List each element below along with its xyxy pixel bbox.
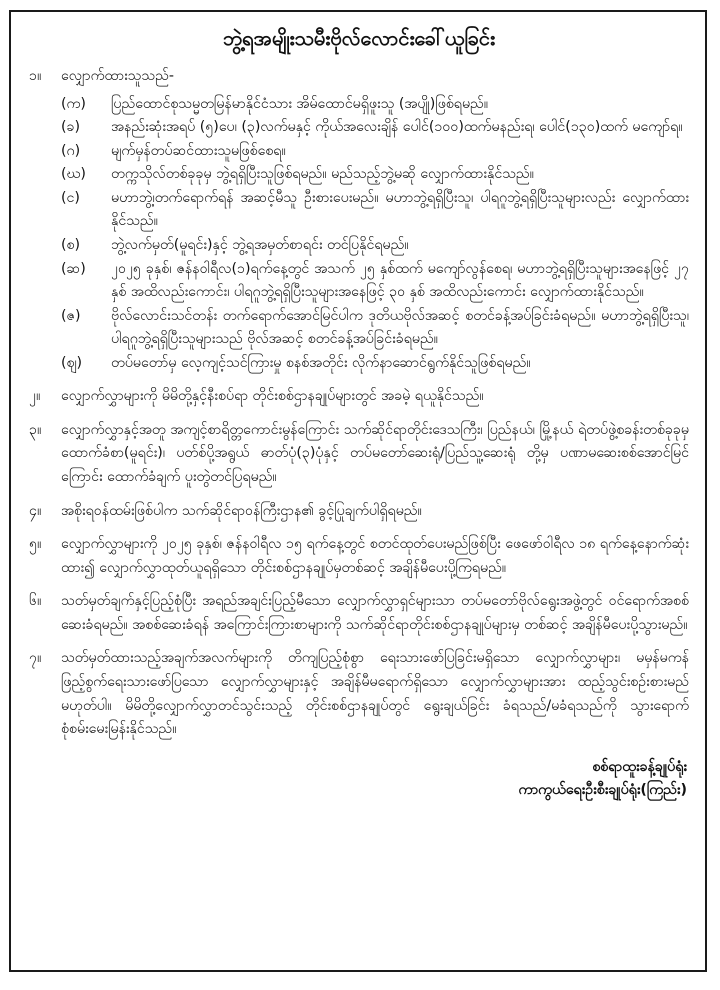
requirement-text: ဗိုလ်လောင်းသင်တန်း တက်ရောက်အောင်မြင်ပါက ဒုတိယဗိုလ်အဆင့် စတင်ခန့်အပ်ခြင်းခံရမည်။ မဟာဘွဲ့ရရှိပြီးသူ၊ ပါရဂူဘွဲ့ရရှိပြီးသူများသည် ဗိုလ်အဆင့် စတင်ခန့်အပ်ခြင်းခံရမည်။	[111, 307, 689, 348]
section-number: ၆။	[29, 593, 42, 610]
section-number: ၇။	[29, 650, 42, 667]
requirement-label: (ဃ)	[61, 166, 86, 183]
section-6	[29, 590, 689, 637]
section-number: ၂။	[29, 388, 41, 405]
requirement-label: (င)	[61, 189, 80, 206]
requirement-label: (စ)	[61, 236, 81, 253]
requirement-label: (က)	[61, 95, 86, 112]
requirement-text: အနည်းဆုံးအရပ် (၅)ပေ၊ (၃)လက်မနှင့် ကိုယ်အလေးချိန် ပေါင်(၁၀၀)ထက်မနည်းရ၊ ပေါင်(၁၃၀)ထက် မကျော်ရ။	[111, 119, 683, 136]
notice-title: ဘွဲ့ရအမျိုးသမီးဗိုလ်လောင်းခေါ်ယူခြင်း	[222, 26, 496, 50]
section-number: ၅။	[29, 536, 42, 553]
section-number: ၁။	[29, 68, 42, 84]
section-5	[29, 533, 689, 580]
requirement-ga	[29, 140, 689, 164]
requirement-label: (ဂ)	[61, 142, 81, 159]
section-text: သတ်မှတ်ချက်နှင့်ပြည့်စုံပြီး အရည်အချင်းပြည့်မီသော လျှောက်လွှာရှင်များသာ တပ်မတော်ဗိုလ်ရွေးအဖွဲ့တွင် ဝင်ရောက်အစစ်ဆေးခံရမည်။ အစစ်ဆေးခံရန် အကြောင်းကြားစာများကို သက်ဆိုင်ရာတိုင်းစစ်ဌာနချုပ်များမှ တစ်ဆင့် အချိန်မီပေးပို့သွားမည်။	[61, 593, 689, 633]
requirement-text: မဟာဘွဲ့၊တက်ရောက်ရန် အဆင့်မီသူ ဦးစားပေးမည်။ မဟာဘွဲ့ရရှိပြီးသူ၊ ပါရဂူဘွဲ့ရရှိပြီးသူများလည်း လျှောက်ထားနိုင်သည်။	[111, 189, 689, 230]
requirement-zha	[29, 352, 689, 376]
section-3	[29, 419, 689, 490]
section-text: အစိုးရဝန်ထမ်းဖြစ်ပါက သက်ဆိုင်ရာဝန်ကြီးဌာန၏ ခွင့်ပြုချက်ပါရှိရမည်။	[61, 502, 422, 519]
requirement-label: (ဈ)	[61, 354, 83, 371]
requirement-text: မျက်မှန်တပ်ဆင်ထားသူမဖြစ်စေရ။	[111, 142, 286, 159]
section-1	[29, 65, 689, 89]
requirement-ka	[29, 93, 689, 117]
requirement-hsa	[29, 258, 689, 305]
section-4	[29, 500, 689, 524]
section-2	[29, 385, 689, 409]
requirement-text: တက္ကသိုလ်တစ်ခုခုမှ ဘွဲ့ရရှိပြီးသူဖြစ်ရမည်။ မည်သည့်ဘွဲ့မဆို လျှောက်ထားနိုင်သည်။	[111, 166, 534, 183]
requirement-nga	[29, 187, 689, 234]
section-text: လျှောက်လွှာများကို ၂၀၂၅ ခုနှစ်၊ ဇန်နဝါရီလ ၁၅ ရက်နေ့တွင် စတင်ထုတ်ပေးမည်ဖြစ်ပြီး ဖေဖော်ဝါရီလ ၁၈ ရက်နေ့နောက်ဆုံးထား၍ လျှောက်လွှာထုတ်ယူရရှိသော တိုင်းစစ်ဌာနချုပ်မှတစ်ဆင့် အချိန်မီပေးပို့ကြရမည်။	[61, 536, 689, 576]
section-text: လျှောက်လွှာများကို မိမိတို့နှင့်နီးစပ်ရာ တိုင်းစစ်ဌာနချုပ်များတွင် အခမဲ့ ရယူနိုင်သည်။	[61, 388, 484, 405]
requirement-sa	[29, 234, 689, 258]
section-number: ၃။	[29, 421, 42, 438]
requirement-gha	[29, 163, 689, 187]
requirement-za	[29, 305, 689, 352]
section-text: လျှောက်ထားသူသည်-	[61, 68, 174, 84]
requirement-text: ဘွဲ့လက်မှတ်(မူရင်း)နှင့် ဘွဲ့ရအမှတ်စာရင်း တင်ပြနိုင်ရမည်။	[111, 236, 409, 253]
signature-department: ကာကွယ်ရေးဦးစီးချုပ်ရုံး(ကြည်း)	[518, 782, 687, 799]
signature-block	[29, 756, 689, 803]
requirement-kha	[29, 116, 689, 140]
section-7	[29, 647, 689, 741]
section-text: လျှောက်လွှာနှင့်အတူ အကျင့်စာရိတ္တကောင်းမွန်ကြောင်း သက်ဆိုင်ရာတိုင်းဒေသကြီး၊ ပြည်နယ်၊ မြို့နယ် ရဲတပ်ဖွဲ့စခန်းတစ်ခုခုမှ ထောက်ခံစာ(မူရင်း)၊ ပတ်စ်ပို့အရွယ် ဓာတ်ပုံ(၃)ပုံနှင့် တပ်မတော်ဆေးရုံ/ပြည်သူ့ဆေးရုံ တို့မှ ပဏာမဆေးစစ်အောင်မြင်ကြောင်း ထောက်ခံချက် ပူးတွဲတင်ပြရမည်။	[61, 421, 689, 485]
requirement-label: (ဇ)	[61, 307, 81, 324]
requirement-text: ၂၀၂၅ ခုနှစ်၊ ဇန်နဝါရီလ(၁)ရက်နေ့တွင် အသက် ၂၅ နှစ်ထက် မကျော်လွန်စေရ၊ မဟာဘွဲ့ရရှိပြီးသူများအနေဖြင့် ၂၇ နှစ် အထိလည်းကောင်း၊ ပါရဂူဘွဲ့ရရှိပြီးသူများအနေဖြင့် ၃၀ နှစ် အထိလည်းကောင်း လျှောက်ထားနိုင်သည်။	[111, 260, 689, 301]
requirement-text: တပ်မတော်မှ လေ့ကျင့်သင်ကြားမှု စနစ်အတိုင်း လိုက်နာဆောင်ရွက်နိုင်သူဖြစ်ရမည်။	[111, 354, 531, 371]
section-text: သတ်မှတ်ထားသည့်အချက်အလက်များကို တိကျပြည့်စုံစွာ ရေးသားဖော်ပြခြင်းမရှိသော လျှောက်လွှာများ၊ မမှန်မကန်ဖြည့်စွက်ရေးသားဖော်ပြသော လျှောက်လွှာများနှင့် အချိန်မီမရောက်ရှိသော လျှောက်လွှာများအား ထည့်သွင်းစဉ်းစားမည်မဟုတ်ပါ။ မိမိတို့လျှောက်လွှာတင်သွင်းသည့် တိုင်းစစ်ဌာနချုပ်တွင် ရွေးချယ်ခြင်း ခံရသည်/မခံရသည်ကို သွားရောက်စုံစမ်းမေးမြန်းနိုင်သည်။	[61, 650, 689, 738]
requirement-text: ပြည်ထောင်စုသမ္မတမြန်မာနိုင်ငံသား အိမ်ထောင်မရှိဖူးသူ (အပျို)ဖြစ်ရမည်။	[111, 95, 489, 112]
notice-frame	[9, 10, 707, 972]
requirement-label: (ဆ)	[61, 260, 86, 277]
section-number: ၄။	[29, 502, 42, 519]
signature-office: စစ်ရာထူးခန့်ချုပ်ရုံး	[592, 758, 687, 775]
requirement-label: (ခ)	[61, 119, 81, 136]
